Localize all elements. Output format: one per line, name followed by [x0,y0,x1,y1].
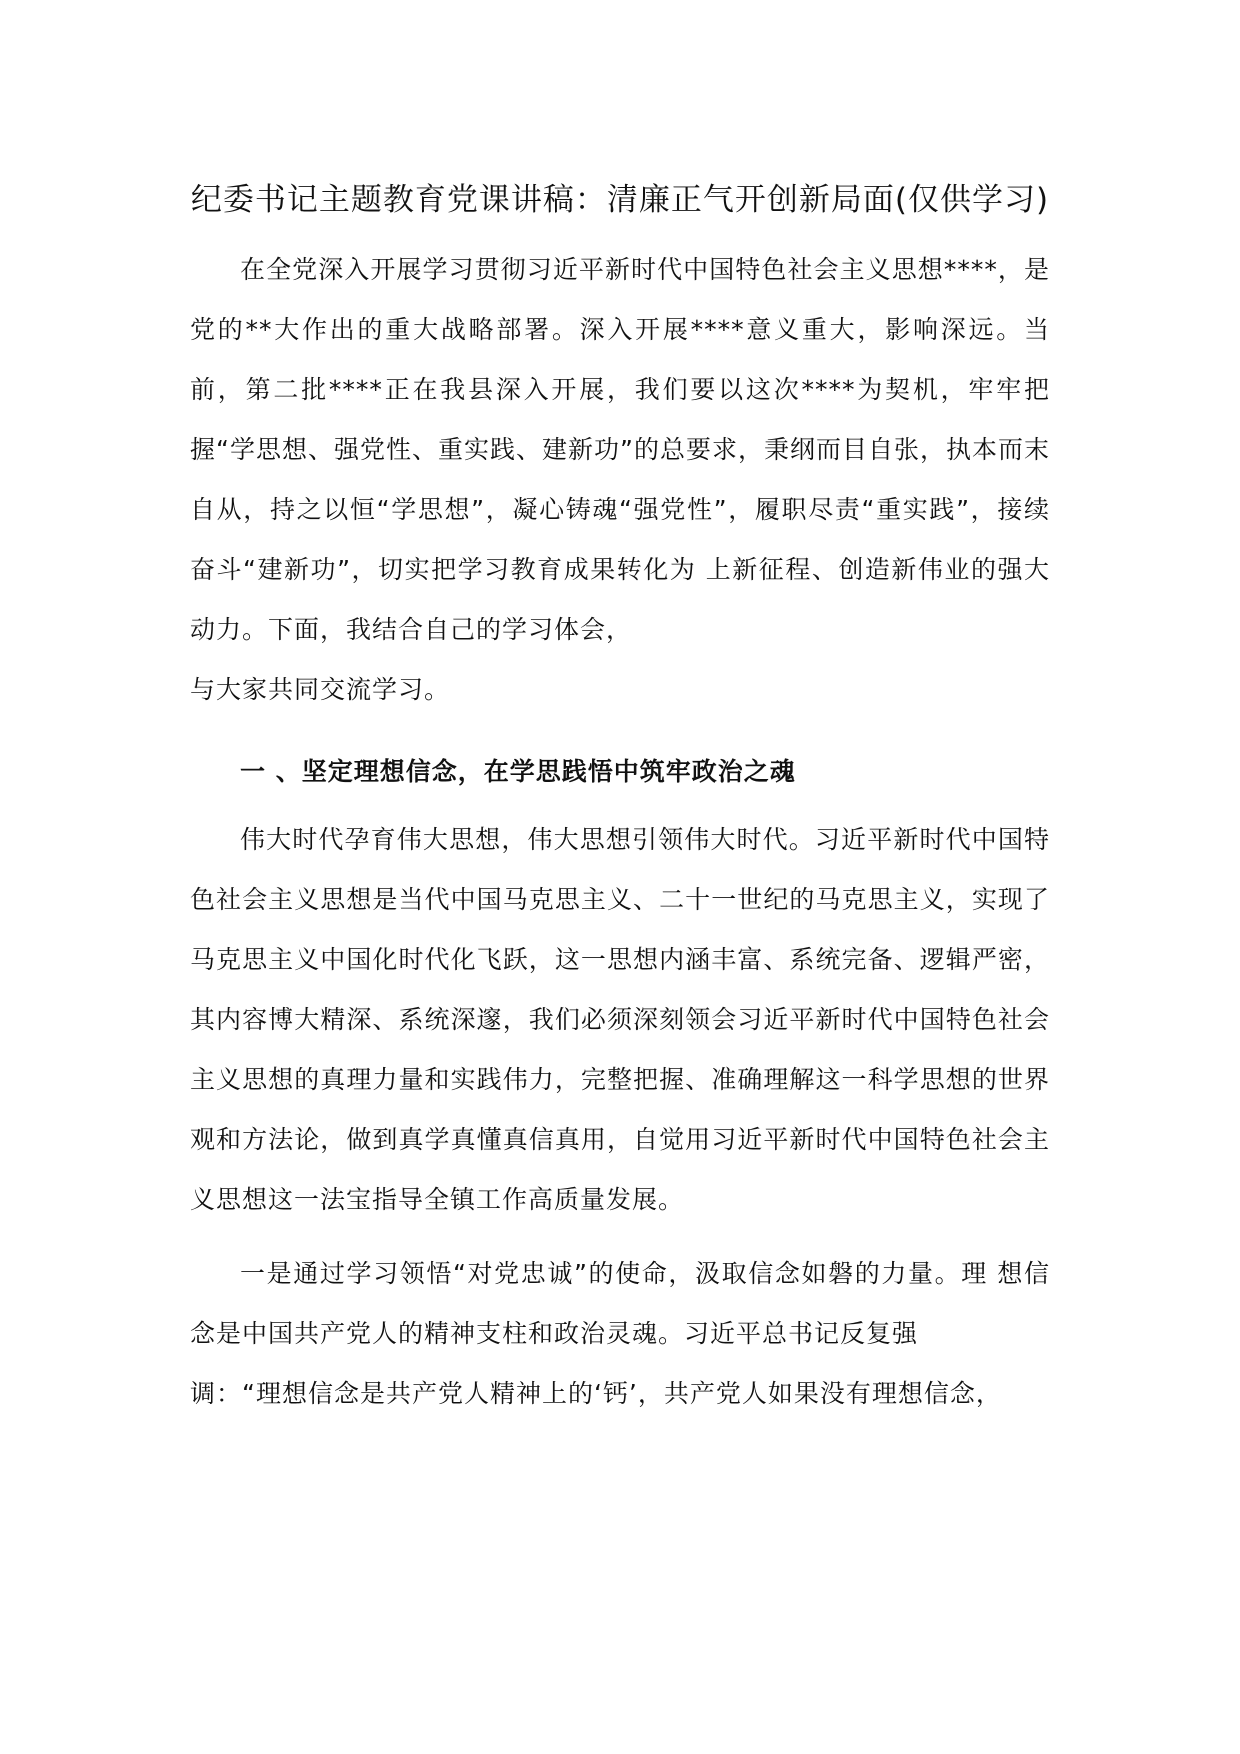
intro-paragraph: 在全党深入开展学习贯彻习近平新时代中国特色社会主义思想****，是党的**大作出的重大战略部署。深入开展****意义重大，影响深远。当前，第二批****正在我县深入开展，我们要以这次****为契机，牢牢把握“学思想、强党性、重实践、建新功”的总要求，秉纲而目自张，执本而末自从，持之以恒“学思想”，凝心铸魂“强党性”，履职尽责“重实践”，接续奋斗“建新功”，切实把学习教育成果转化为 上新征程、创造新伟业的强大动力。下面，我结合自己的学习体会， [190,255,1050,644]
spacer [190,720,1050,734]
subsection-paragraph: 一是通过学习领悟“对党忠诚”的使命，汲取信念如磐的力量。理 想信念是中国共产党人的精神支柱和政治灵魂。习近平总书记反复强 [190,1259,1050,1348]
intro-paragraph-tail: 与大家共同交流学习。 [190,675,451,704]
document-page [190,170,1050,1424]
subsection-paragraph-tail: 调：“理想信念是共产党人精神上的‘钙’，共产党人如果没有理想信念， [190,1379,1002,1408]
section-paragraph: 伟大时代孕育伟大思想，伟大思想引领伟大时代。习近平新时代中国特色社会主义思想是当代中国马克思主义、二十一世纪的马克思主义，实现了马克思主义中国化时代化飞跃，这一思想内涵丰富、系统完备、逻辑严密，其内容博大精深、系统深邃，我们必须深刻领会习近平新时代中国特色社会主义思想的真理力量和实践伟力，完整把握、准确理解这一科学思想的世界观和方法论，做到真学真懂真信真用，自觉用习近平新时代中国特色社会主义思想这一法宝指导全镇工作高质量发展。 [190,825,1050,1214]
spacer [190,1230,1050,1244]
section-heading: 一 、坚定理想信念，在学思践悟中筑牢政治之魂 [240,757,796,786]
document-title: 纪委书记主题教育党课讲稿：清廉正气开创新局面(仅供学习) [190,182,1050,218]
